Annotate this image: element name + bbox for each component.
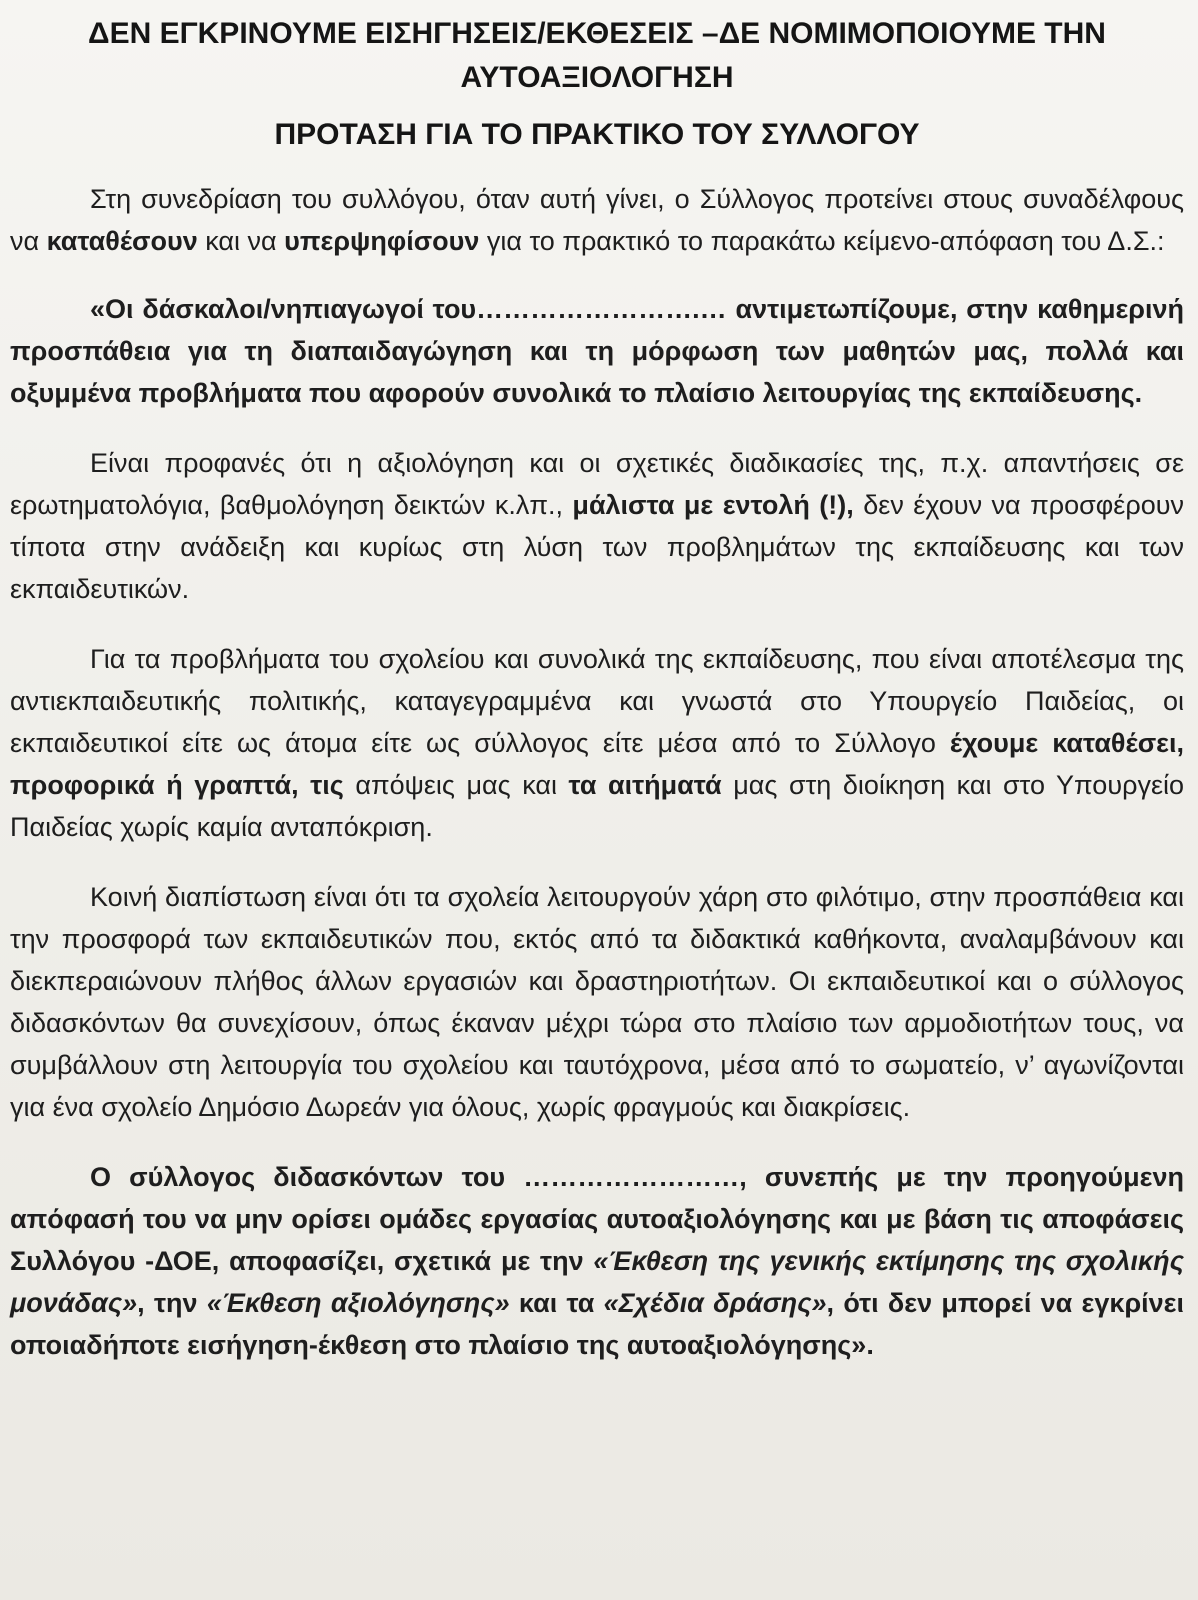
paragraph-common-finding: Κοινή διαπίστωση είναι ότι τα σχολεία λειτουργούν χάρη στο φιλότιμο, στην προσπάθεια και την προσφορά των εκπαιδευτικών που, εκτός από τα διδακτικά καθήκοντα, αναλαμβάνουν και διεκπεραιώνουν πλήθος άλλων εργασιών και δραστηριοτήτων. Οι εκπαιδευτικοί και ο σύλλογος διδασκόντων θα συνεχίσουν, όπως έκαναν μέχρι τώρα στο πλαίσιο των αρμοδιοτήτων τους, να συμβάλλουν στη λειτουργία του σχολείου και ταυτόχρονα, μέσα από το σωματείο, ν’ αγωνίζονται για ένα σχολείο Δημόσιο Δωρεάν για όλους, χωρίς φραγμούς και διακρίσεις. — [10, 882, 1184, 1122]
para1-bold: μάλιστα με εντολή (!), — [572, 490, 854, 520]
quote-text: «Οι δάσκαλοι/νηπιαγωγοί του…………………….… αντιμετωπίζουμε, στην καθημερινή προσπάθεια για τη διαπαιδαγώγηση και τη μόρφωση των μαθητών μας, πολλά και οξυμμένα προβλήματα που αφορούν συνολικά το πλαίσιο λειτουργίας της εκπαίδευσης. — [10, 294, 1184, 408]
intro-text-a: Στη συνεδρίαση του συλλόγου, όταν αυτή γίνει, ο Σύλλογος προτείνει στους συναδέλφους να — [10, 184, 1184, 256]
final-decision-paragraph — [10, 1156, 1184, 1366]
intro-text-e: για το πρακτικό το παρακάτω κείμενο-απόφαση του Δ.Σ.: — [479, 226, 1165, 256]
para2-bold-b: έχουμε καταθέσει, προφορικά ή γραπτά, τις — [10, 728, 1184, 800]
para2-bold-d: τα αιτήματά — [568, 770, 722, 800]
document-subtitle: ΠΡΟΤΑΣΗ ΓΙΑ ΤΟ ΠΡΑΚΤΙΚΟ ΤΟΥ ΣΥΛΛΟΓΟΥ — [274, 118, 920, 151]
final-italic-action-plans: «Σχέδια δράσης» — [603, 1288, 827, 1318]
para1-text-c: δεν έχουν να προσφέρουν τίποτα στην ανάδειξη και κυρίως στη λύση των προβλημάτων της εκπαίδευσης και των εκπαιδευτικών. — [10, 490, 1184, 604]
document-title-line1: ΔΕΝ ΕΓΚΡΙΝΟΥΜΕ ΕΙΣΗΓΗΣΕΙΣ/ΕΚΘΕΣΕΙΣ –ΔΕ ΝΟΜΙΜΟΠΟΙΟΥΜΕ ΤΗΝ — [88, 17, 1106, 50]
final-text-e: και τα — [509, 1288, 604, 1318]
final-text-c: , την — [137, 1288, 207, 1318]
intro-bold-deposit: καταθέσουν — [46, 226, 198, 256]
paragraph-evaluation — [10, 442, 1184, 610]
paragraph-problems — [10, 638, 1184, 848]
intro-bold-vote: υπερψηφίσουν — [284, 226, 480, 256]
final-italic-evaluation: «Έκθεση αξιολόγησης» — [206, 1288, 510, 1318]
document-title-line2: ΑΥΤΟΑΞΙΟΛΟΓΗΣΗ — [460, 61, 734, 94]
intro-text-c: και να — [197, 226, 285, 256]
final-text-g: , ότι δεν μπορεί να εγκρίνει οποιαδήποτε εισήγηση-έκθεση στο πλαίσιο της αυτοαξιολόγησης». — [10, 1288, 1184, 1360]
para2-text-a: Για τα προβλήματα του σχολείου και συνολικά της εκπαίδευσης, που είναι αποτέλεσμα της αντιεκπαιδευτικής πολιτικής, καταγεγραμμένα και γνωστά στο Υπουργείο Παιδείας, οι εκπαιδευτικοί είτε ως άτομα είτε ως σύλλογος είτε μέσα από το Σύλλογο — [10, 644, 1184, 758]
final-text-a: Ο σύλλογος διδασκόντων του ……………………, συνεπής με την προηγούμενη απόφασή του να μην ορίσει ομάδες εργασίας αυτοαξιολόγησης και με βάση τις αποφάσεις Συλλόγου -ΔΟΕ, αποφασίζει, σχετικά με την — [10, 1162, 1184, 1276]
para2-text-c: απόψεις μας και — [343, 770, 569, 800]
para2-text-e: μας στη διοίκηση και στο Υπουργείο Παιδείας χωρίς καμία ανταπόκριση. — [10, 770, 1184, 842]
quote-paragraph — [10, 288, 1184, 414]
final-italic-report: «Έκθεση της γενικής εκτίμησης της σχολικής μονάδας» — [10, 1246, 1185, 1318]
para1-text-a: Είναι προφανές ότι η αξιολόγηση και οι σχετικές διαδικασίες της, π.χ. απαντήσεις σε ερωτηματολόγια, βαθμολόγηση δεικτών κ.λπ., — [10, 448, 1184, 520]
intro-paragraph — [10, 178, 1184, 262]
